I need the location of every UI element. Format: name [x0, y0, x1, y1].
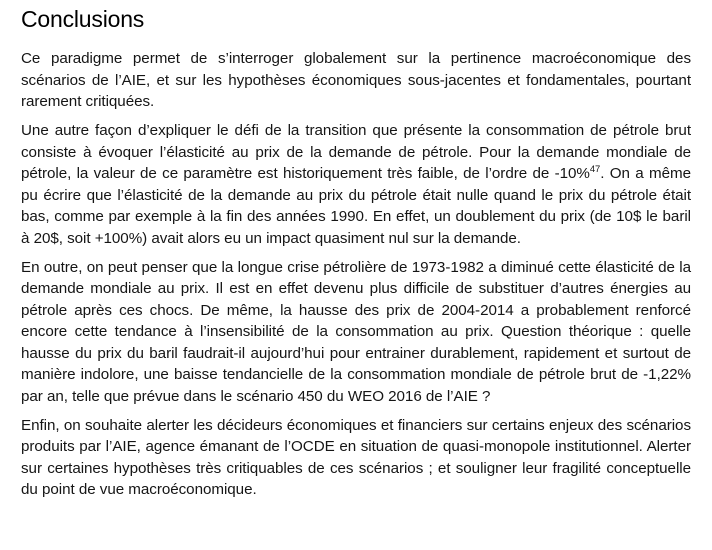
paragraph-intro: Ce paradigme permet de s’interroger globalement sur la pertinence macroéconomique des scénarios de l’AIE, et sur les hypothèses économiques sous-jacentes et fondamentales, pourtant rarement critiquées. [21, 50, 691, 110]
section-heading: Conclusions [21, 6, 145, 32]
paragraph-oil-crisis: En outre, on peut penser que la longue crise pétrolière de 1973-1982 a diminué cette élasticité de la demande mondiale au prix. Il est en effet devenu plus difficile de substituer d’autres énergies au pétrole après ces chocs. De même, la hausse des prix de 2004-2014 a probablement renforcé encore cette tendance à l’insensibilité de la consommation au prix. Question théorique : quelle hausse du prix du baril faudrait-il aujourd’hui pour entrainer durablement, rapidement et surtout de manière indolore, une baisse tendancielle de la consommation mondiale de pétrole brut de -1,22% par an, telle que prévue dans le scénario 450 du WEO 2016 de l’AIE ? [21, 258, 691, 405]
paragraph-elasticity-text-before: Une autre façon d’expliquer le défi de la transition que présente la consommation de pétrole brut consiste à évoquer l’élasticité au prix de la demande de pétrole. Pour la demande mondiale de pétrole, la valeur de ce paramètre est historiquement très faible, de l’ordre de -10% [21, 122, 691, 182]
paragraph-elasticity-text-after: . On a même pu écrire que l’élasticité de la demande au prix du pétrole était nulle quand le prix du pétrole était bas, comme par exemple à la fin des années 1990. En effet, un doublement du prix (de 10$ le baril à 20$, soit +100%) avait alors eu un impact quasiment nul sur la demande. [21, 165, 692, 247]
paragraph-alert: Enfin, on souhaite alerter les décideurs économiques et financiers sur certains enjeux des scénarios produits par l’AIE, agence émanant de l’OCDE en situation de quasi-monopole institutionnel. Alerter sur certaines hypothèses très critiquables de ces scénarios ; et souligner leur fragilité conceptuelle du point de vue macroéconomique. [21, 416, 691, 498]
footnote-reference[interactable]: 47 [589, 164, 601, 175]
paragraph-elasticity [21, 120, 691, 249]
